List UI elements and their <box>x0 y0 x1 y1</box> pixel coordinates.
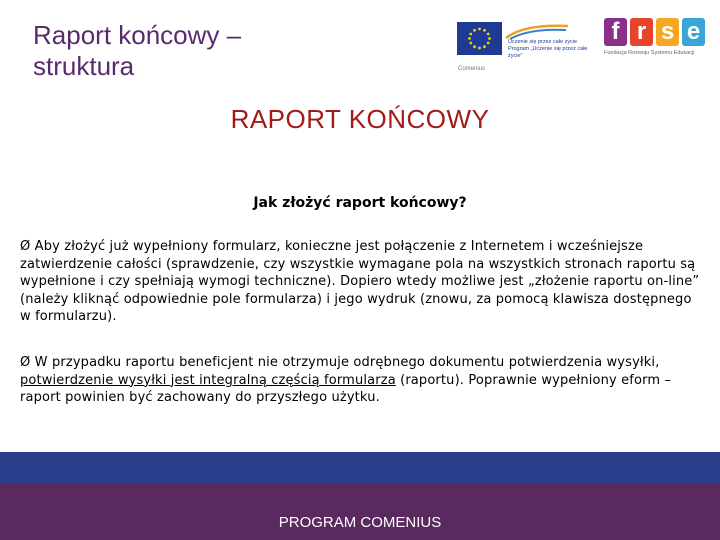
arrow-bullet-icon: Ø <box>20 355 31 370</box>
slide-title-line1: Raport końcowy – <box>33 20 242 50</box>
frse-logo <box>604 18 705 50</box>
footer-label: PROGRAM COMENIUS <box>278 514 442 531</box>
llp-swoosh-icon <box>504 22 570 40</box>
slide-title <box>33 20 333 82</box>
eu-stars-icon <box>457 22 502 55</box>
arrow-bullet-icon: Ø <box>20 239 31 254</box>
question-heading: Jak złożyć raport końcowy? <box>253 195 467 211</box>
frse-letter-e: e <box>682 18 705 46</box>
llp-program-text <box>508 39 588 60</box>
llp-line1: Uczenie się przez całe życie <box>508 39 578 45</box>
paragraph-2-underlined: potwierdzenie wysyłki jest integralną częścią formularza <box>20 372 396 388</box>
paragraph-1-text: Aby złożyć już wypełniony formularz, konieczne jest połączenie z Internetem i wcześniejsze zatwierdzenie całości (sprawdzenie, czy wszystkie wymagane pola na wszystkich stronach raportu są wypełnione i czy spełniają wymogi techniczne). Dopiero wtedy możliwe jest „złożenie raportu on-line” (należy kliknąć odpowiednie pole formularza) i jego wydruk (znowu, za pomocą klawisza dostępnego w formularzu). <box>20 239 700 324</box>
bullet-paragraph-2 <box>20 354 700 407</box>
paragraph-2-text-before: W przypadku raportu beneficjent nie otrzymuje odrębnego dokumentu potwierdzenia wysyłki, <box>30 355 660 370</box>
frse-letter-s: s <box>656 18 679 46</box>
footer-blue-band <box>0 452 720 483</box>
frse-caption: Fundacja Rozwoju Systemu Edukacji <box>604 50 695 56</box>
logos-area <box>452 14 708 84</box>
bullet-paragraph-1 <box>20 238 700 326</box>
slide-title-line2: struktura <box>33 51 135 81</box>
eu-flag-logo <box>457 22 502 55</box>
main-heading: RAPORT KOŃCOWY <box>230 104 490 134</box>
frse-letter-r: r <box>630 18 653 46</box>
footer-purple-band <box>0 483 720 540</box>
paragraph-2-text-after: (raportu). Poprawnie wypełniony eform – raport powinien być zachowany do przyszłego użytku. <box>20 372 672 405</box>
frse-letter-f: f <box>604 18 627 46</box>
llp-line2: Program „Uczenie się przez całe życie" <box>508 46 588 59</box>
comenius-small-label: Comenius <box>458 66 486 72</box>
